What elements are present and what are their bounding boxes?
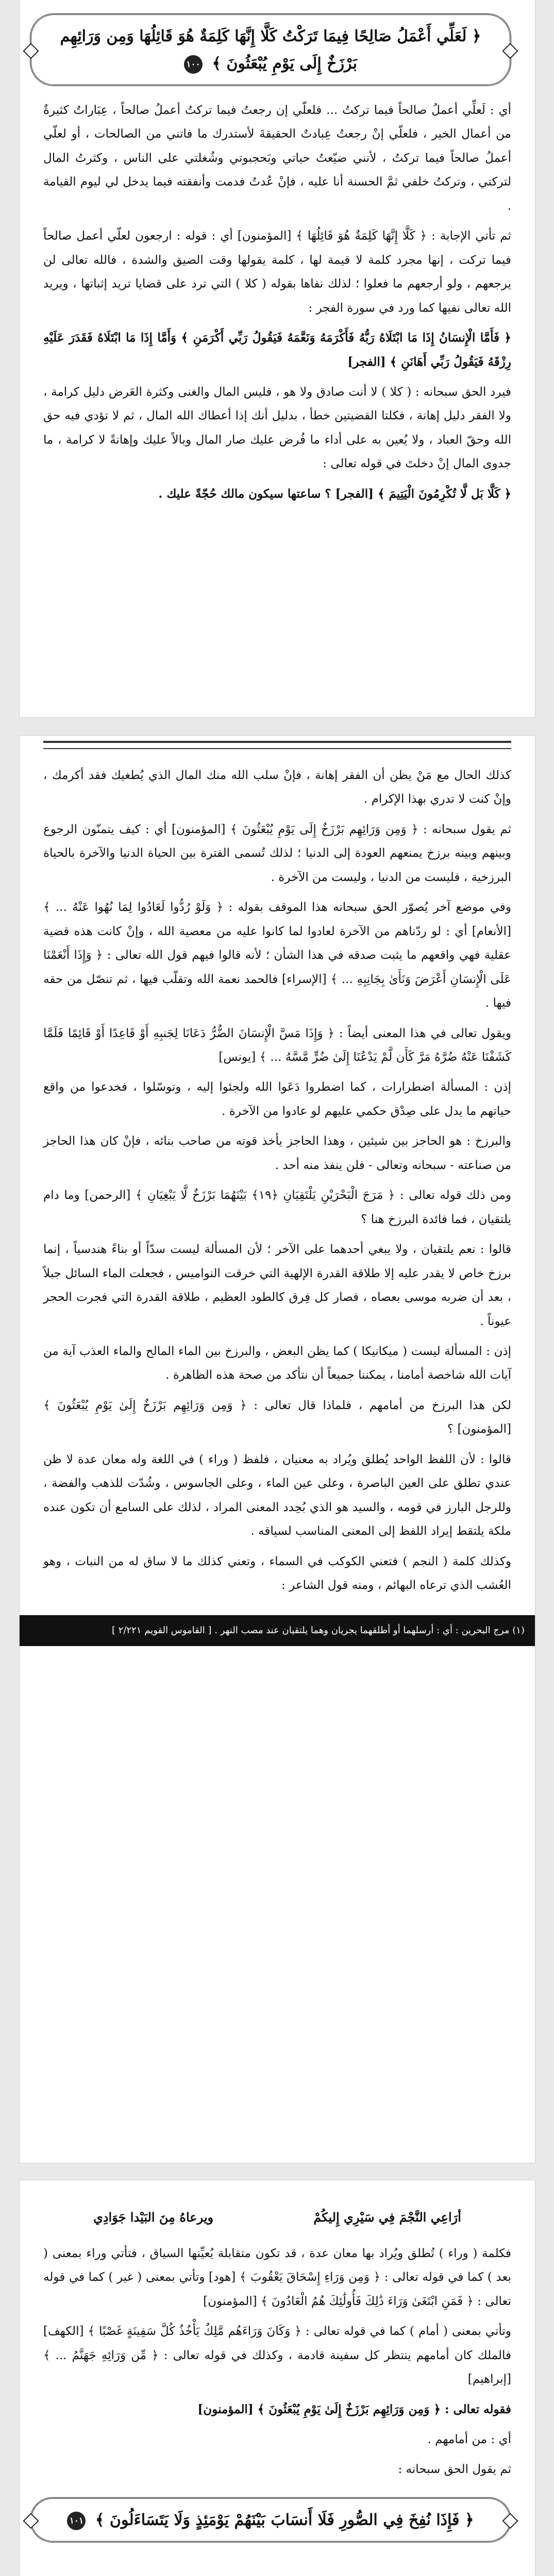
page-2: [20, 736, 535, 2163]
paragraph: ويقول تعالى في هذا المعنى أيضاً : ﴿ وَإِذَا مَسَّ الْإِنسَانَ الضُّرُّ دَعَانَا لِجَنبِهِ أَوْ قَاعِدًا أَوْ قَائِمًا فَلَمَّا كَشَفْنَا عَنْهُ ضُرَّهُ مَرَّ كَأَن لَّمْ يَدْعُنَا إِلَىٰ ضُرٍّ مَّسَّهُ ... ﴾ [يونس]: [43, 1026, 511, 1064]
page-3: [20, 2180, 535, 2576]
paragraph: أي : من أمامهم .: [427, 2432, 511, 2446]
paragraph: ومن ذلك قوله تعالى : ﴿ مَرَجَ الْبَحْرَيْنِ يَلْتَقِيَانِ ﴿١٩﴾ بَيْنَهُمَا بَرْزَخٌ لَّا يَبْغِيَانِ ﴾ [الرحمن] وما دام يلتقيان ، فما فائدة البرزخ هنا ؟: [43, 1189, 511, 1226]
page-1: [20, 0, 535, 717]
paragraph: وتأتي بمعنى ( أمام ) كما في قوله تعالى : ﴿ وَكَانَ وَرَاءَهُم مَّلِكٌ يَأْخُذُ كُلَّ سَفِينَةٍ غَصْبًا ﴾ [الكهف] فالملك كان أمامهم ينتظر كل سفينة قادمة ، وكذلك في قوله تعالى : ﴿ مِّن وَرَائِهِ جَهَنَّمُ ... ﴾ [إبراهيم]: [43, 2325, 511, 2386]
verse-number-badge: ١٠٠: [184, 55, 203, 74]
ornament-icon: [23, 2513, 39, 2529]
paragraph: ثم تأتي الإجابة : ﴿ كَلَّا إِنَّهَا كَلِمَةٌ هُوَ قَائِلُهَا ﴾ [المؤمنون] أي : قوله : ارجعون لعلّي أعمل صالحاً فيما تركت ، إنها مجرد كلمة لا قيمة لها ، كلمة يقولها وقت الضيق والشدة ، فالله تعالى لن يرجعهم ، ولو أرجعهم ما فعلوا ؛ لذلك نفاها بقوله ( كلا ) التي ترد على قضايا تريد إثباتها ، ويريد الله تعالى نفيها كما ورد في سورة الفجر :: [43, 229, 511, 315]
paragraph: أي : لَعلِّي أعملُ صالحاً فيما تركتُ ... فلعلّي إن رجعتُ فيما تركتُ أعملُ صالحاً ، عِبَاراتٌ كثيرةٌ من أعمال الخير ، فلعلّي إنْ رجعتُ عِبادتٌ الحقيقةَ لأستدرك ما فاتني من الصالحات ، أو لعلّي أعملُ صالحاً فيما تركتُ ، لأنني ضيّعتُ حياتي وبَحجبوتي وشُغلتي على الناس ، وكثرتُ المال لتركتي ، وتركتُ خلفي ثمَّ الحسنة أنا عليه ، فإنْ عُدتُ فدمت وأنفقته فيما يدخل لي ليوم القيامة .: [43, 104, 511, 213]
quran-quote: ﴿ كَلَّا بَل لَّا تُكْرِمُونَ الْيَتِيمَ ﴾ [الفجر] ؟ ساعتها سيكون مالك حُجّةً عليك .: [158, 486, 511, 501]
poem-verse: [43, 2204, 511, 2231]
verse-number-badge: ١٠١: [67, 2512, 86, 2530]
paragraph: وفي موضع آخر يُصوّر الحق سبحانه هذا الموقف بقوله : ﴿ وَلَوْ رُدُّوا لَعَادُوا لِمَا نُهُوا عَنْهُ ... ﴾ [الأنعام] أي : لو ردّناهم من الآخرة لعادوا لما كانوا عليه من معصية الله ، وإنْ كانت هذه قضية عقلية فهي واقعهم ما يثبت صدقه في هذا الشأن ؛ لأنه قالوا فيهم قول الله تعالى : ﴿ وَإِذَا أَنْعَمْنَا عَلَى الْإِنسَانِ أَعْرَضَ وَنَأَىٰ بِجَانِبِهِ ... ﴾ [الإسراء] فالحمد نعمة الله وتقلّب فيها ، ثم تنصّل من حقه فيها .: [43, 901, 511, 1010]
paragraph: كذلك الحال مع مَنْ يظن أن الفقر إهانة ، فإنْ سلب الله منك المال الذي يُطغيك فقد أكرمك ، وإنْ كنت لا تدري بهذا الإكرام .: [43, 769, 511, 806]
footer-verse-text: ﴿ فَإِذَا نُفِخَ فِي الصُّورِ فَلَا أَنسَابَ بَيْنَهُمْ يَوْمَئِذٍ وَلَا يَتَسَاءَلُونَ ﴾: [95, 2511, 474, 2529]
poem-hemistich-right: أرَاعِي النَّجْمَ فِي سَيْرِي إِليكُمْ: [313, 2210, 461, 2225]
paragraph: فيرد الحق سبحانه : ( كلا ) لا أنت صادق ولا هو ، فليس المال والغنى وكثرة العَرض دليل كرامة ، ولا الفقر دليل إهانة ، فكلتا القضيتين خطأ ، بدليل أنك إذا أعطاك الله المال ، ثم لا تؤدي فيه حق الله وحقّ العباد ، ولا يُعين به على أداء ما فُرض عليك صار المال وبالاً عليك وإهانةً لا كرامة ، ما جدوى المال إنْ دخلتَ في قوله تعالى :: [43, 385, 511, 471]
ornament-icon: [502, 2513, 518, 2529]
paragraph: إذن : المسألة اضطرارات ، كما اضطروا دَعَوا الله ولجئوا إليه ، وتوسّلوا ، فخدعوا من واقع حياتهم ما يدل على صِدْق حكمي عليهم لو عادوا من الآخرة .: [43, 1080, 511, 1118]
paragraph: إذن : المسألة ليست ( ميكانيكا ) كما يظن البعض ، والبرزخ بين الماء المالح والماء العذب آية من آيات الله شاخصة أمامنا ، يمكننا جميعاً أن نتأكد من صحة هذه الظاهرة .: [43, 1344, 511, 1382]
quran-quote: فقوله تعالى : ﴿ وَمِن وَرَائِهِم بَرْزَخٌ إِلَىٰ يَوْمِ يُبْعَثُونَ ﴾ [المؤمنون]: [197, 2402, 511, 2416]
paragraph: وكذلك كلمة ( النجم ) فتعني الكوكب في السماء ، وتعني كذلك ما لا ساق له من النبات ، وهو العُشب الذي ترعاه البهائم ، ومنه قول الشاعر :: [43, 1554, 511, 1592]
footer-verse-banner: [30, 2497, 511, 2543]
paragraph: قالوا : لأن اللفظ الواحد يُطلق ويُراد به معنيان ، فلفظ ( وراء ) في اللغة وله معان عدة لا ظن عندي تطلق على العين الباصرة ، وعلى عين الماء ، وعلى الجاسوس ، وشُدّت للذهب والفضة ، وللرجل البارز في قومه ، والسيد هو الذي بُحِدد المعنى المراد ، لذلك على السامع أن تكون عنده ملكة يلتقط إيراد اللفظ إلى المعنى المناسب لسياقه .: [43, 1452, 511, 1538]
paragraph: ثم يقول الحق سبحانه :: [398, 2463, 511, 2477]
footnote: (١) مرج البحرين : أي : أرسلهما أو أطلقهما يجريان وهما يلتقيان عند مصب النهر . [ القاموس القويم ٢/٢٢١ ]: [20, 1615, 535, 1646]
ornament-icon: [23, 43, 39, 59]
paragraph: فكلمة ( وراء ) تُطلق ويُراد بها معان عدة ، قد تكون متقابلة يُعيِّنها السياق ، فتأتي وراء بمعنى ( بعد ) كما في قوله تعالى : ﴿ وَمِن وَرَاءِ إِسْحَاقَ يَعْقُوبَ ﴾ [هود] وتأتي بمعنى ( غير ) كما في قوله تعالى : ﴿ فَمَنِ ابْتَغَىٰ وَرَاءَ ذَٰلِكَ فَأُولَٰئِكَ هُمُ الْعَادُونَ ﴾ [المؤمنون]: [43, 2246, 511, 2308]
verse-banner: [30, 13, 511, 86]
top-rule-thin: [43, 748, 511, 749]
poem-hemistich-left: ويرعاهُ مِنَ البَيْدا جَوَادِي: [93, 2210, 214, 2225]
paragraph: قالوا : نعم يلتقيان ، ولا يبغي أحدهما على الآخر ؛ لأن المسألة ليست سدّاً أو بناءً هندسياً ، إنما برزخ خاص لا يقدر عليه إلا طلاقة القدرة الإلهية التي خرقت النواميس ، فجعلت الماء السائل جبلاً ، بعد أن ضربه موسى بعصاه ، فصار كل فِرق كالطود العظيم ، طلاقة القدرة التي فجرت الحجر عيوناً .: [43, 1243, 511, 1328]
paragraph: لكن هذا البرزخ من أمامهم ، فلماذا قال تعالى : ﴿ وَمِن وَرَائِهِم بَرْزَخٌ إِلَىٰ يَوْمِ يُبْعَثُونَ ﴾ [المؤمنون] ؟: [43, 1398, 511, 1436]
paragraph: والبرزخ : هو الحاجز بين شيئين ، وهذا الحاجز يأخذ قوته من صاحب بنائه ، فإنْ كان هذا الحاجز من صناعته - سبحانه وتعالى - فلن ينفذ منه أحد .: [43, 1134, 511, 1172]
banner-verse-text: ﴿ لَعَلِّي أَعْمَلُ صَالِحًا فِيمَا تَرَكْتُ كَلَّا إِنَّهَا كَلِمَةٌ هُوَ قَائِلُهَا وَمِن وَرَائِهِم بَرْزَخٌ إِلَى يَوْمِ يُبْعَثُونَ ﴾: [60, 27, 481, 73]
top-rule: [43, 741, 511, 743]
ornament-icon: [502, 43, 518, 59]
paragraph: ثم يقول سبحانه : ﴿ وَمِن وَرَائِهِم بَرْزَخٌ إِلَى يَوْمِ يُبْعَثُونَ ﴾ [المؤمنون] أي : كيف يتمنّون الرجوع وبينهم وبينه برزخ يمنعهم العودة إلى الدنيا ؛ لذلك تُسمى الفترة بين الحياة الدنيا والآخرة بالحياة البرزخية ، فليست من الدنيا ، وليست من الآخرة .: [43, 822, 511, 884]
quran-quote: ﴿ فَأَمَّا الْإِنسَانُ إِذَا مَا ابْتَلَاهُ رَبُّهُ فَأَكْرَمَهُ وَنَعَّمَهُ فَيَقُولُ رَبِّي أَكْرَمَنِ ﴾ وَأَمَّا إِذَا مَا ابْتَلَاهُ فَقَدَرَ عَلَيْهِ رِزْقَهُ فَيَقُولُ رَبِّي أَهَانَنِ ﴾ [الفجر]: [43, 331, 511, 369]
